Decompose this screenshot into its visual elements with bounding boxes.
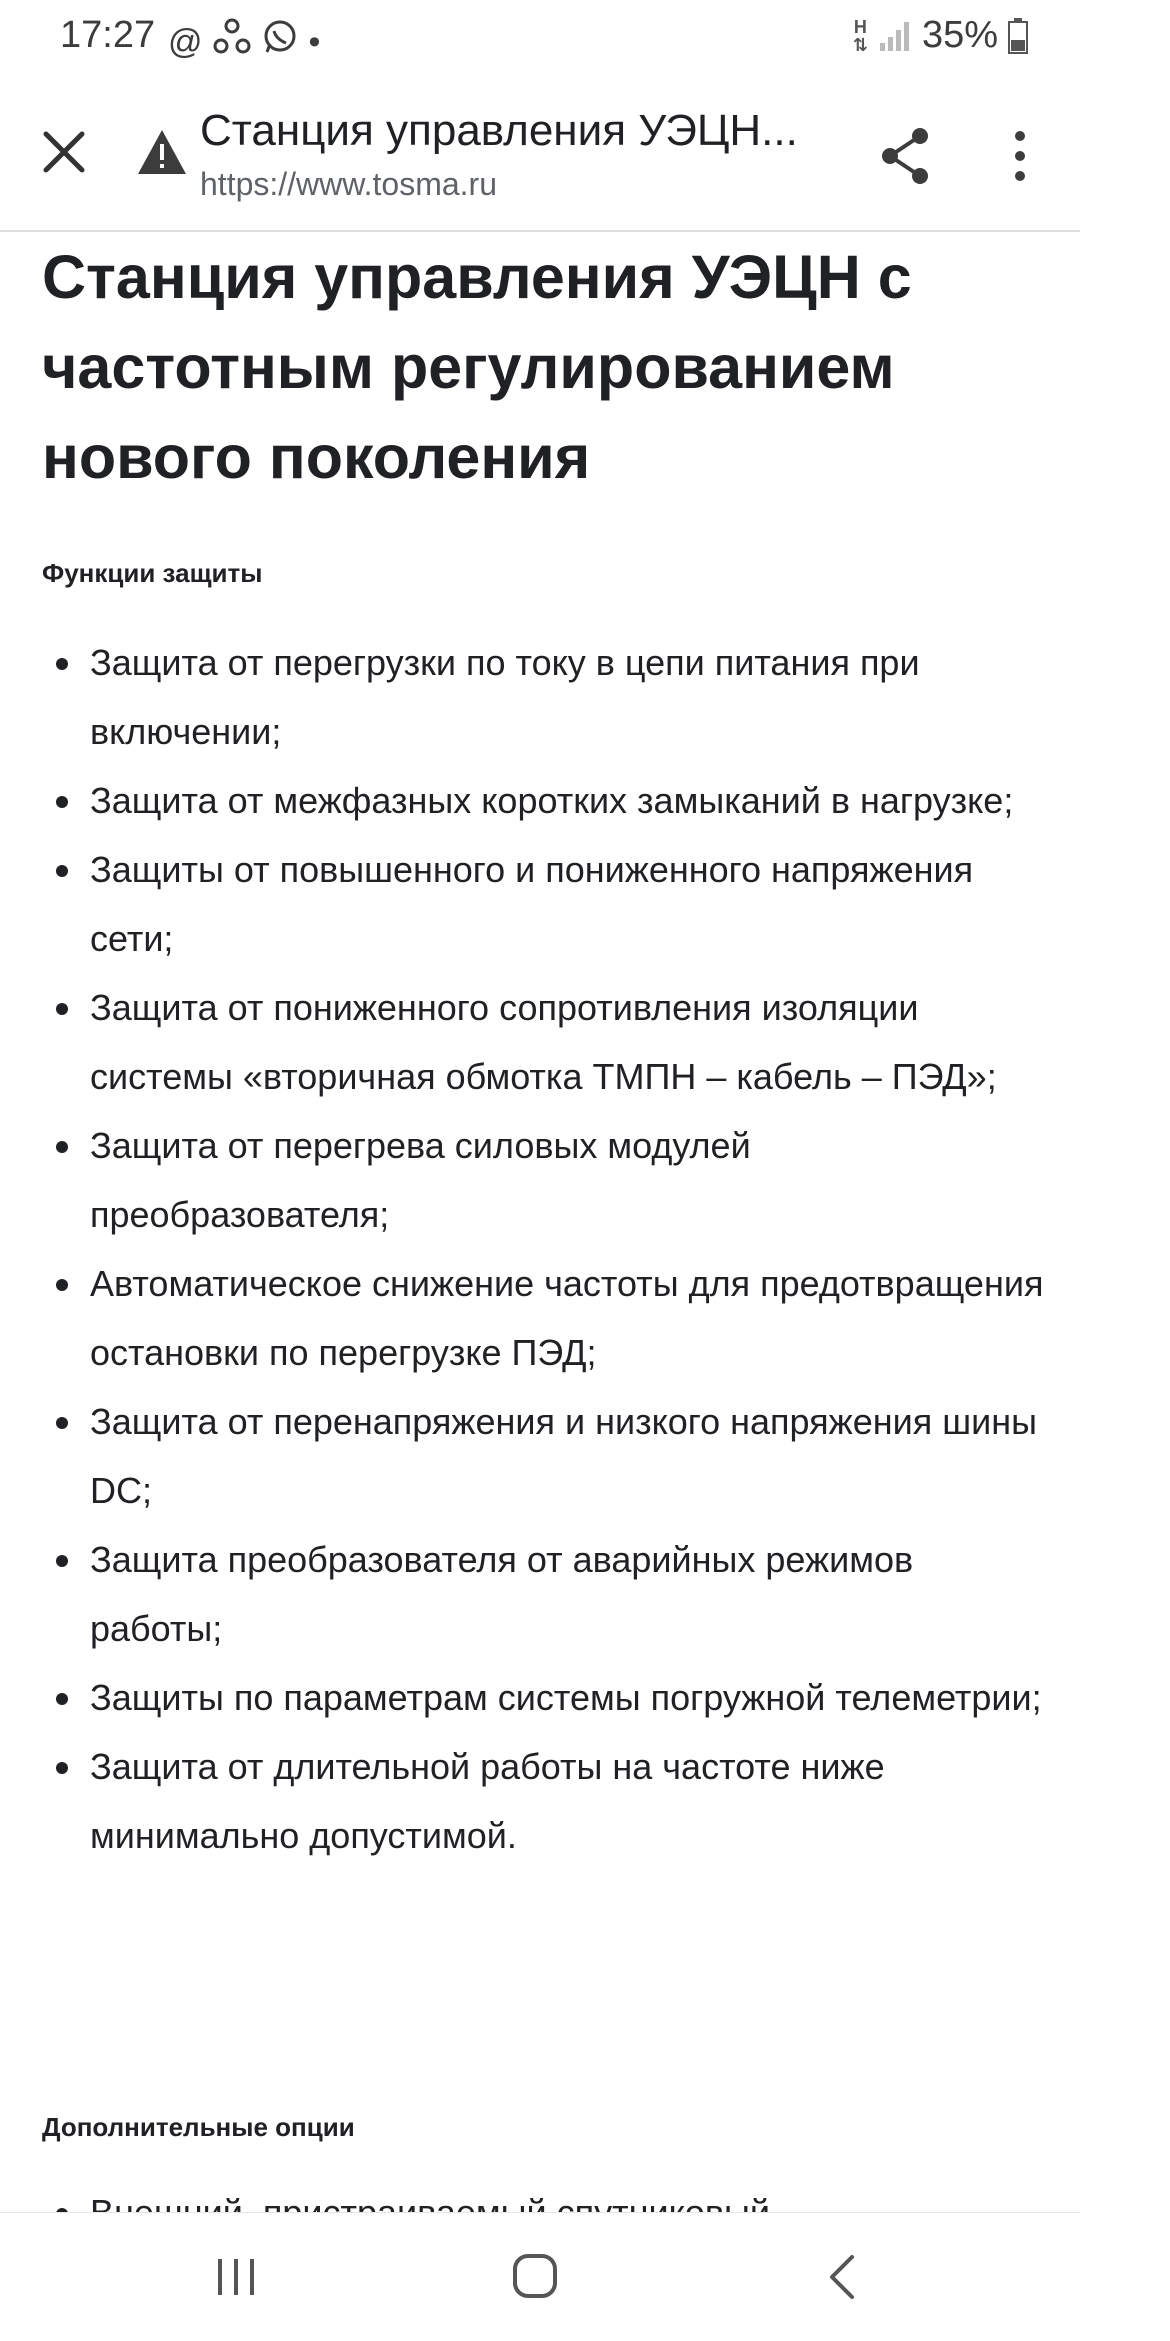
- list-item: Защита от перегрузки по току в цепи питания при включении;: [0, 628, 1080, 766]
- network-type-label: H: [853, 16, 867, 37]
- notification-icons: [168, 18, 320, 65]
- list-item: Защита от межфазных коротких замыканий в нагрузке;: [0, 766, 1080, 835]
- dot-icon: •: [308, 22, 321, 61]
- share-icon[interactable]: [878, 126, 934, 186]
- list-item: Защита от перегрева силовых модулей преобразователя;: [0, 1111, 1080, 1249]
- home-icon[interactable]: [512, 2253, 558, 2299]
- list-item: Защита от длительной работы на частоте ниже минимально допустимой.: [0, 1732, 1080, 1870]
- status-bar: [0, 0, 1080, 84]
- protection-list: [0, 628, 1080, 1870]
- list-item: Защита преобразователя от аварийных режимов работы;: [0, 1525, 1080, 1663]
- at-sign-icon: @: [168, 22, 203, 61]
- status-time: 17:27: [60, 14, 156, 56]
- list-item: Защиты по параметрам системы погружной телеметрии;: [0, 1663, 1080, 1732]
- page-url: https://www.tosma.ru: [200, 166, 497, 202]
- list-item: Защиты от повышенного и пониженного напряжения сети;: [0, 835, 1080, 973]
- list-item: Защита от пониженного сопротивления изоляции системы «вторичная обмотка ТМПН – кабель – ПЭД»;: [0, 973, 1080, 1111]
- close-icon[interactable]: [36, 124, 92, 180]
- options-section-label: Дополнительные опции: [42, 2112, 355, 2142]
- more-options-icon[interactable]: [1000, 128, 1040, 184]
- status-right: [853, 14, 1028, 57]
- battery-percent: 35%: [921, 14, 998, 56]
- share-app-icon: [213, 18, 251, 65]
- network-type-icon: H ⇅: [852, 16, 868, 55]
- battery-icon: [1008, 18, 1028, 54]
- custom-tab-toolbar: [0, 84, 1080, 232]
- article-heading: Станция управления УЭЦН с частотным регулированием нового поколения: [42, 243, 912, 491]
- list-item: Защита от перенапряжения и низкого напряжения шины DC;: [0, 1387, 1080, 1525]
- protection-section-label: Функции защиты: [42, 558, 263, 588]
- page-title: Станция управления УЭЦН...: [200, 106, 798, 155]
- warning-icon[interactable]: [136, 128, 188, 176]
- system-nav-bar: [0, 2212, 1080, 2341]
- article-content[interactable]: [0, 232, 1080, 2210]
- signal-icon: [878, 19, 912, 53]
- back-icon[interactable]: [826, 2253, 856, 2301]
- list-item: Автоматическое снижение частоты для предотвращения остановки по перегрузке ПЭД;: [0, 1249, 1080, 1387]
- recent-apps-icon[interactable]: [214, 2257, 258, 2297]
- whatsapp-icon: [261, 18, 299, 65]
